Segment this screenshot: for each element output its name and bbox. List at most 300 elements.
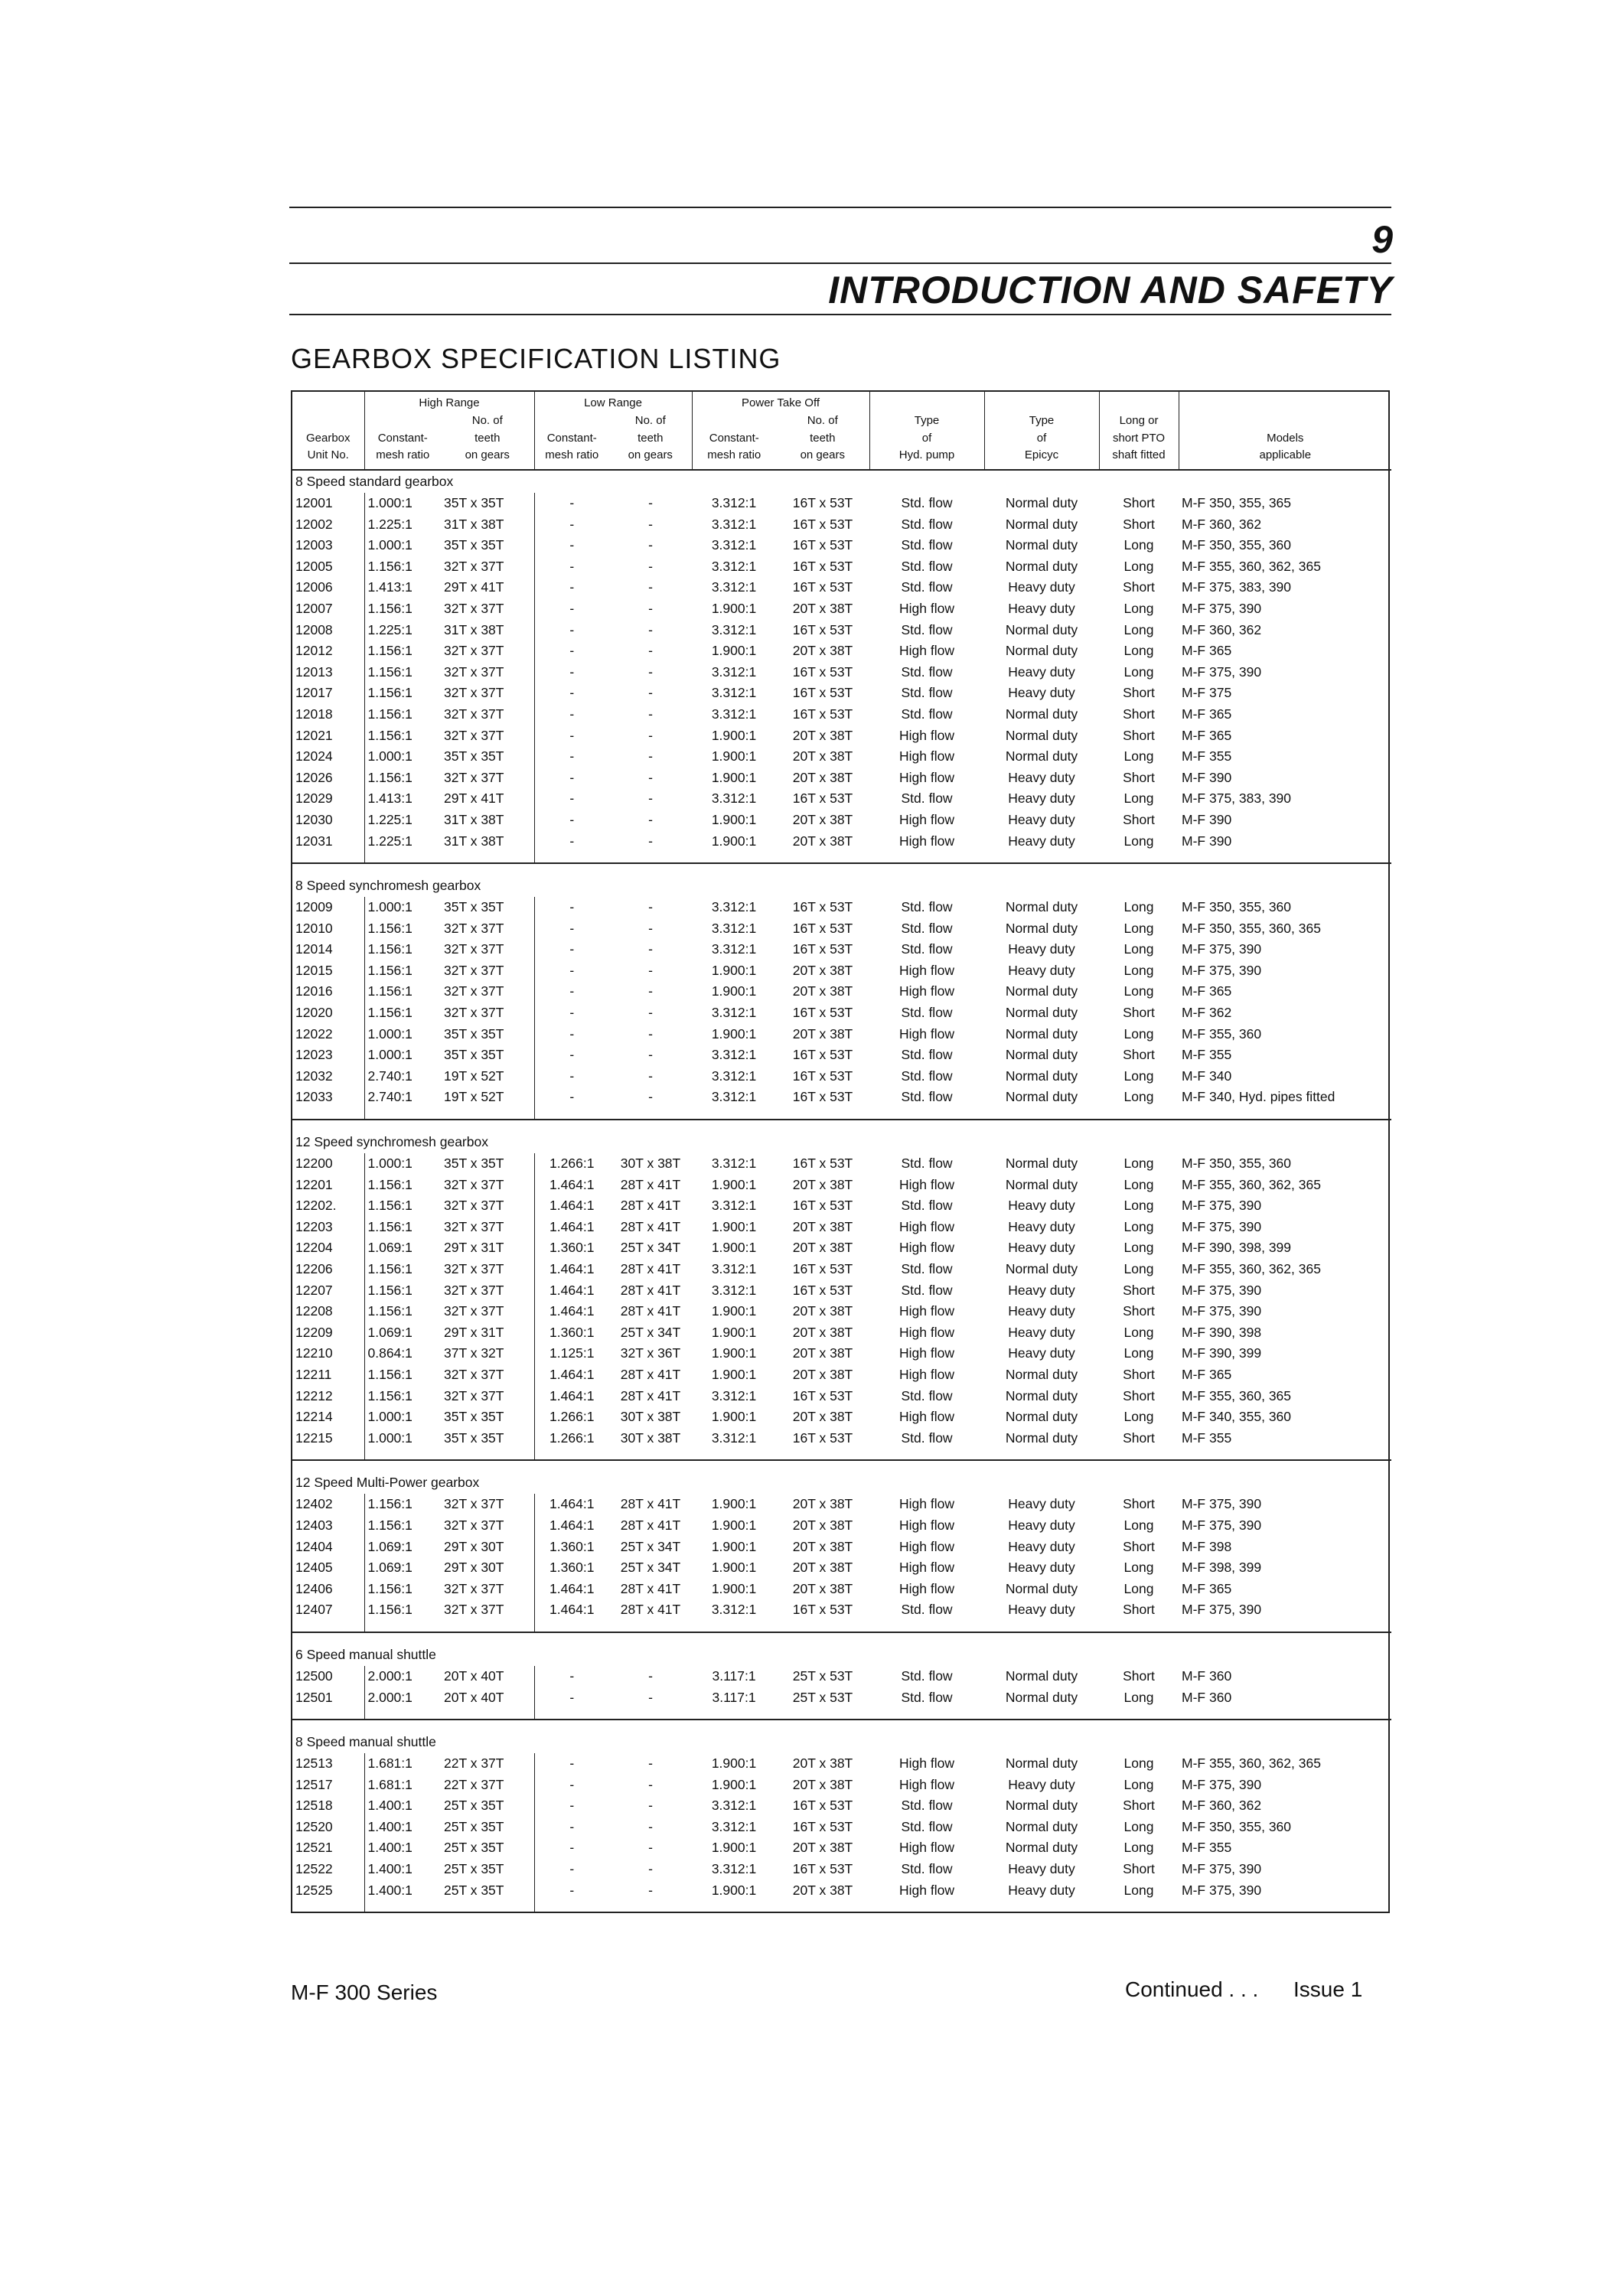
- cell-unit-no: 12013: [292, 662, 364, 683]
- footer-series: M-F 300 Series: [291, 1980, 438, 2004]
- footer-continued: Continued . . .: [1125, 1977, 1259, 2001]
- header-high-teeth-3: on gears: [441, 447, 534, 470]
- cell-epicyc: Heavy duty: [1008, 685, 1075, 701]
- cell-high-teeth: 31T x 38T: [441, 620, 534, 641]
- cell-models: M-F 355: [1179, 1428, 1391, 1461]
- cell-pto-teeth: 16T x 53T: [792, 537, 853, 553]
- cell-unit-no: 12202.: [292, 1195, 364, 1217]
- cell-pto-teeth: 16T x 53T: [792, 558, 853, 574]
- cell-low-teeth: -: [648, 1776, 653, 1792]
- cell-pto-teeth: 16T x 53T: [792, 1156, 853, 1172]
- header-pto-length-2: short PTO: [1099, 430, 1179, 448]
- cell-pto-teeth: 16T x 53T: [792, 941, 853, 957]
- cell-high-teeth: 35T x 35T: [441, 897, 534, 918]
- cell-models: M-F 350, 355, 360: [1182, 537, 1292, 553]
- table-row: [292, 1599, 1391, 1632]
- cell-low-teeth: -: [609, 1687, 692, 1720]
- cell-high-teeth: 31T x 38T: [441, 810, 534, 831]
- cell-pto-ratio: 1.900:1: [711, 600, 757, 616]
- table-row: [292, 620, 1391, 641]
- cell-models: M-F 375, 390: [1179, 1599, 1391, 1632]
- cell-low-ratio: -: [569, 1667, 575, 1684]
- cell-pto-ratio: 3.312:1: [711, 537, 757, 553]
- cell-hyd-pump: High flow: [899, 1218, 954, 1234]
- cell-unit-no: 12500: [292, 1666, 364, 1687]
- cell-pto-ratio: 3.312:1: [692, 1087, 776, 1120]
- cell-high-ratio: 1.400:1: [367, 1798, 413, 1814]
- cell-hyd-pump: Std. flow: [901, 1068, 953, 1084]
- cell-pto-ratio: 1.900:1: [711, 1240, 757, 1256]
- cell-epicyc: Normal duty: [1005, 920, 1078, 936]
- cell-low-ratio: 1.266:1: [549, 1409, 595, 1425]
- cell-models: M-F 360, 362: [1182, 621, 1262, 637]
- cell-low-ratio: -: [569, 791, 575, 807]
- table-row: [292, 1024, 1391, 1045]
- cell-high-ratio: 1.069:1: [367, 1560, 413, 1576]
- cell-pto-teeth: 25T x 53T: [792, 1667, 853, 1684]
- cell-unit-no: 12017: [292, 683, 364, 704]
- table-row: [292, 556, 1391, 578]
- cell-high-teeth: 32T x 37T: [441, 1175, 534, 1196]
- cell-pto-ratio: 3.312:1: [711, 1798, 757, 1814]
- cell-high-ratio: 2.740:1: [367, 1068, 413, 1084]
- cell-low-teeth: -: [609, 1087, 692, 1120]
- cell-models: M-F 375, 390: [1182, 941, 1262, 957]
- cell-high-ratio: 1.225:1: [367, 811, 413, 827]
- table-row: [292, 1428, 1391, 1461]
- cell-low-teeth: -: [648, 537, 653, 553]
- cell-pto-shaft: Short: [1123, 1366, 1155, 1382]
- cell-hyd-pump: High flow: [899, 983, 954, 999]
- cell-epicyc: Normal duty: [1005, 1025, 1078, 1042]
- table-row: [292, 831, 1391, 864]
- table-row: [292, 493, 1391, 514]
- header-epi-1: Type: [984, 412, 1099, 430]
- cell-high-ratio: 1.400:1: [367, 1840, 413, 1856]
- cell-unit-no: 12201: [292, 1175, 364, 1196]
- cell-low-ratio: 1.464:1: [549, 1218, 595, 1234]
- table-row: [292, 1153, 1391, 1175]
- table-row: [292, 662, 1391, 683]
- cell-high-teeth: 20T x 40T: [441, 1687, 534, 1720]
- cell-high-teeth: 32T x 37T: [441, 918, 534, 940]
- cell-models: M-F 375, 390: [1182, 1218, 1262, 1234]
- cell-pto-teeth: 16T x 53T: [792, 1005, 853, 1021]
- cell-low-ratio: 1.360:1: [549, 1560, 595, 1576]
- cell-high-ratio: 1.156:1: [367, 600, 413, 616]
- cell-unit-no: 12022: [292, 1024, 364, 1045]
- cell-pto-teeth: 16T x 53T: [792, 579, 853, 595]
- cell-epicyc: Heavy duty: [1008, 1345, 1075, 1361]
- cell-models: M-F 350, 355, 360, 365: [1182, 920, 1321, 936]
- cell-pto-shaft: Long: [1123, 1218, 1154, 1234]
- header-low-ratio-1: Constant-: [546, 431, 597, 445]
- table-row: [292, 1795, 1391, 1817]
- section-title-cell: 8 Speed manual shuttle: [295, 1734, 436, 1750]
- cell-epicyc: Heavy duty: [1008, 1517, 1075, 1533]
- cell-models: M-F 355, 360, 362, 365: [1182, 1176, 1321, 1192]
- cell-pto-teeth: 16T x 53T: [792, 1818, 853, 1834]
- cell-pto-ratio: 3.312:1: [711, 558, 757, 574]
- cell-high-teeth: 32T x 37T: [441, 1579, 534, 1600]
- cell-unit-no: 12029: [292, 788, 364, 810]
- cell-models: M-F 340, 355, 360: [1182, 1409, 1292, 1425]
- table-row: [292, 1666, 1391, 1687]
- cell-pto-shaft: Short: [1123, 579, 1155, 595]
- cell-low-teeth: -: [648, 1755, 653, 1772]
- table-row: [292, 1880, 1391, 1912]
- cell-low-teeth: -: [648, 621, 653, 637]
- cell-pto-teeth: 16T x 53T: [792, 1261, 853, 1276]
- cell-low-ratio: 1.125:1: [549, 1345, 595, 1361]
- cell-pto-teeth: 25T x 53T: [776, 1687, 869, 1720]
- cell-hyd-pump: High flow: [899, 1580, 954, 1596]
- cell-epicyc: Normal duty: [1005, 495, 1078, 510]
- cell-pto-ratio: 3.312:1: [711, 1005, 757, 1021]
- cell-low-teeth: -: [648, 1818, 653, 1834]
- cell-pto-shaft: Long: [1123, 1755, 1154, 1772]
- cell-high-teeth: 32T x 37T: [441, 1002, 534, 1024]
- cell-high-ratio: 1.156:1: [367, 1496, 413, 1512]
- cell-high-ratio: 1.156:1: [367, 663, 413, 680]
- table-row: [292, 1817, 1391, 1838]
- section-title-cell: 12 Speed Multi-Power gearbox: [295, 1475, 480, 1491]
- cell-unit-no: 12001: [292, 493, 364, 514]
- cell-pto-teeth: 16T x 53T: [792, 621, 853, 637]
- cell-low-ratio: -: [569, 706, 575, 722]
- cell-unit-no: 12031: [292, 831, 364, 864]
- section-title-cell: 8 Speed standard gearbox: [295, 474, 454, 489]
- cell-low-ratio: 1.464:1: [549, 1261, 595, 1276]
- cell-epicyc: Normal duty: [1005, 727, 1078, 743]
- cell-hyd-pump: High flow: [899, 1409, 954, 1425]
- cell-pto-teeth: 20T x 38T: [792, 1303, 853, 1319]
- cell-pto-ratio: 1.900:1: [711, 643, 757, 659]
- section-title: GEARBOX SPECIFICATION LISTING: [291, 343, 781, 374]
- cell-epicyc: Heavy duty: [1008, 1538, 1075, 1554]
- cell-low-ratio: -: [569, 941, 575, 957]
- cell-high-ratio: 1.156:1: [367, 558, 413, 574]
- cell-hyd-pump: Std. flow: [901, 1156, 953, 1172]
- cell-epicyc: Heavy duty: [1008, 1218, 1075, 1234]
- cell-high-ratio: 1.156:1: [367, 1261, 413, 1276]
- cell-high-ratio: 1.000:1: [367, 1156, 413, 1172]
- cell-pto-shaft: Long: [1123, 537, 1154, 553]
- cell-epicyc: Normal duty: [1005, 899, 1078, 915]
- cell-high-ratio: 1.000:1: [364, 1428, 441, 1461]
- cell-models: M-F 375, 390: [1182, 1776, 1262, 1792]
- cell-pto-shaft: Long: [1123, 1068, 1154, 1084]
- cell-low-ratio: -: [569, 1818, 575, 1834]
- cell-pto-shaft: Long: [1099, 1087, 1179, 1120]
- cell-high-teeth: 35T x 35T: [441, 1153, 534, 1175]
- cell-unit-no: 12407: [292, 1599, 364, 1632]
- cell-pto-ratio: 3.312:1: [711, 1068, 757, 1084]
- cell-hyd-pump: Std. flow: [869, 1687, 984, 1720]
- cell-models: M-F 375, 390: [1182, 1303, 1262, 1319]
- cell-low-ratio: -: [569, 558, 575, 574]
- cell-unit-no: 12003: [292, 535, 364, 556]
- cell-hyd-pump: Std. flow: [901, 1282, 953, 1298]
- cell-high-teeth: 29T x 31T: [441, 1322, 534, 1344]
- table-row: [292, 1837, 1391, 1859]
- cell-epicyc: Normal duty: [1005, 1068, 1078, 1084]
- cell-pto-shaft: Long: [1123, 663, 1154, 680]
- cell-pto-shaft: Long: [1123, 1176, 1154, 1192]
- cell-models: M-F 375: [1182, 685, 1232, 701]
- cell-hyd-pump: Std. flow: [901, 1818, 953, 1834]
- cell-unit-no: 12208: [292, 1301, 364, 1322]
- cell-hyd-pump: High flow: [899, 1517, 954, 1533]
- cell-models: M-F 360, 362: [1182, 516, 1262, 532]
- cell-epicyc: Heavy duty: [1008, 1560, 1075, 1576]
- cell-pto-ratio: 3.312:1: [711, 495, 757, 510]
- cell-models: M-F 375, 390: [1182, 600, 1262, 616]
- cell-pto-shaft: Short: [1099, 1599, 1179, 1632]
- cell-pto-teeth: 20T x 38T: [792, 1345, 853, 1361]
- cell-pto-shaft: Long: [1123, 920, 1154, 936]
- cell-high-ratio: 1.000:1: [367, 748, 413, 764]
- cell-high-ratio: 1.156:1: [364, 1599, 441, 1632]
- cell-pto-teeth: 16T x 53T: [792, 899, 853, 915]
- cell-epicyc: Heavy duty: [1008, 1303, 1075, 1319]
- cell-high-ratio: 1.681:1: [367, 1755, 413, 1772]
- table-row: [292, 1753, 1391, 1775]
- cell-pto-shaft: Short: [1123, 1496, 1155, 1512]
- cell-high-teeth: 29T x 41T: [441, 788, 534, 810]
- cell-high-teeth: 32T x 37T: [441, 641, 534, 662]
- cell-low-ratio: -: [569, 983, 575, 999]
- cell-pto-shaft: Long: [1123, 1324, 1154, 1340]
- cell-high-ratio: 1.156:1: [367, 962, 413, 978]
- cell-high-ratio: 1.400:1: [367, 1861, 413, 1877]
- cell-low-ratio: 1.464:1: [549, 1496, 595, 1512]
- section-title-filler: [534, 1460, 1391, 1494]
- cell-high-teeth: 32T x 37T: [441, 1364, 534, 1386]
- section-header-row: [292, 863, 1391, 897]
- cell-high-ratio: 1.000:1: [367, 1047, 413, 1063]
- cell-hyd-pump: Std. flow: [901, 537, 953, 553]
- cell-pto-teeth: 20T x 38T: [792, 1776, 853, 1792]
- cell-epicyc: Normal duty: [1005, 558, 1078, 574]
- cell-hyd-pump: High flow: [899, 1560, 954, 1576]
- cell-models: M-F 398, 399: [1182, 1560, 1262, 1576]
- cell-high-teeth: 31T x 38T: [441, 514, 534, 536]
- cell-high-ratio: 1.156:1: [367, 1198, 413, 1214]
- section-header-row: [292, 1632, 1391, 1666]
- cell-high-ratio: 1.156:1: [367, 941, 413, 957]
- cell-low-ratio: -: [569, 962, 575, 978]
- cell-low-teeth: 28T x 41T: [620, 1282, 681, 1298]
- cell-high-teeth: 32T x 37T: [441, 1280, 534, 1302]
- cell-high-ratio: 1.225:1: [367, 621, 413, 637]
- table-row: [292, 641, 1391, 662]
- header-rule-bottom: [289, 314, 1391, 315]
- table-row: [292, 1407, 1391, 1428]
- cell-low-ratio: -: [569, 1861, 575, 1877]
- cell-hyd-pump: Std. flow: [901, 1198, 953, 1214]
- cell-pto-teeth: 20T x 38T: [792, 811, 853, 827]
- cell-low-ratio: 1.360:1: [549, 1240, 595, 1256]
- cell-epicyc: Heavy duty: [1008, 579, 1075, 595]
- cell-unit-no: 12521: [292, 1837, 364, 1859]
- cell-high-ratio: 1.400:1: [367, 1882, 413, 1898]
- cell-hyd-pump: Std. flow: [901, 920, 953, 936]
- cell-pto-ratio: 1.900:1: [711, 1366, 757, 1382]
- cell-low-teeth: -: [648, 663, 653, 680]
- cell-high-teeth: 29T x 30T: [441, 1557, 534, 1579]
- cell-low-teeth: 30T x 38T: [620, 1156, 681, 1172]
- cell-epicyc: Normal duty: [1005, 1176, 1078, 1192]
- cell-low-teeth: -: [648, 706, 653, 722]
- cell-pto-teeth: 16T x 53T: [792, 1068, 853, 1084]
- cell-high-ratio: 1.225:1: [364, 831, 441, 864]
- cell-low-ratio: 1.464:1: [549, 1366, 595, 1382]
- table-row: [292, 1301, 1391, 1322]
- cell-pto-teeth: 20T x 38T: [792, 600, 853, 616]
- cell-models: M-F 340: [1182, 1068, 1232, 1084]
- cell-high-ratio: 1.000:1: [367, 1025, 413, 1042]
- cell-low-ratio: 1.464:1: [549, 1282, 595, 1298]
- cell-pto-teeth: 16T x 53T: [792, 685, 853, 701]
- cell-pto-ratio: 1.900:1: [711, 983, 757, 999]
- cell-epicyc: Heavy duty: [1008, 769, 1075, 785]
- cell-epicyc: Normal duty: [1005, 983, 1078, 999]
- cell-pto-ratio: 3.312:1: [711, 899, 757, 915]
- cell-high-ratio: 1.156:1: [367, 1387, 413, 1403]
- header-high-ratio-1: Constant-: [377, 431, 428, 445]
- cell-high-teeth: 32T x 37T: [441, 768, 534, 789]
- cell-high-ratio: 1.400:1: [367, 1818, 413, 1834]
- cell-models: M-F 390: [1179, 831, 1391, 864]
- cell-low-ratio: -: [569, 1047, 575, 1063]
- cell-epicyc: Normal duty: [1005, 516, 1078, 532]
- cell-pto-teeth: 20T x 38T: [792, 1324, 853, 1340]
- table-row: [292, 1537, 1391, 1558]
- cell-epicyc: Normal duty: [1005, 537, 1078, 553]
- header-low-teeth-1: No. of: [609, 412, 692, 430]
- cell-models: M-F 355: [1182, 1840, 1232, 1856]
- cell-unit-no: 12210: [292, 1343, 364, 1364]
- cell-high-teeth: 32T x 37T: [441, 1515, 534, 1537]
- cell-models: M-F 350, 355, 360: [1182, 899, 1292, 915]
- cell-hyd-pump: Std. flow: [901, 558, 953, 574]
- cell-pto-ratio: 3.312:1: [711, 1047, 757, 1063]
- cell-pto-ratio: 1.900:1: [711, 1303, 757, 1319]
- cell-unit-no: 12007: [292, 598, 364, 620]
- cell-low-teeth: 30T x 38T: [609, 1428, 692, 1461]
- cell-pto-shaft: Long: [1123, 1517, 1154, 1533]
- cell-models: M-F 375, 390: [1182, 962, 1262, 978]
- cell-low-ratio: -: [569, 663, 575, 680]
- cell-pto-ratio: 1.900:1: [711, 1025, 757, 1042]
- group-high-range: High Range: [364, 392, 534, 412]
- cell-low-teeth: -: [648, 1861, 653, 1877]
- header-high-teeth-1: No. of: [441, 412, 534, 430]
- cell-low-teeth: -: [648, 1005, 653, 1021]
- cell-unit-no: 12026: [292, 768, 364, 789]
- cell-high-teeth: 32T x 37T: [441, 981, 534, 1002]
- cell-pto-shaft: Long: [1123, 1156, 1154, 1172]
- header-epi-3: Epicyc: [984, 447, 1099, 470]
- cell-pto-ratio: 3.312:1: [711, 1198, 757, 1214]
- cell-pto-ratio: 3.312:1: [711, 1861, 757, 1877]
- cell-pto-ratio: 1.900:1: [711, 1882, 757, 1898]
- cell-low-ratio: 1.464:1: [549, 1580, 595, 1596]
- cell-high-ratio: 2.000:1: [364, 1687, 441, 1720]
- cell-unit-no: 12207: [292, 1280, 364, 1302]
- cell-pto-ratio: 1.900:1: [711, 769, 757, 785]
- cell-low-teeth: -: [648, 1047, 653, 1063]
- cell-hyd-pump: High flow: [899, 1303, 954, 1319]
- section-title-filler: [534, 1632, 1391, 1666]
- cell-high-ratio: 1.156:1: [367, 1005, 413, 1021]
- cell-unit-no: 12501: [292, 1687, 364, 1720]
- cell-unit-no: 12215: [292, 1428, 364, 1461]
- cell-hyd-pump: High flow: [899, 1025, 954, 1042]
- cell-high-teeth: 35T x 35T: [441, 493, 534, 514]
- cell-high-teeth: 25T x 35T: [441, 1880, 534, 1912]
- cell-hyd-pump: Std. flow: [901, 516, 953, 532]
- cell-low-ratio: -: [569, 1776, 575, 1792]
- cell-epicyc: Normal duty: [1005, 1005, 1078, 1021]
- cell-high-teeth: 32T x 37T: [441, 598, 534, 620]
- cell-high-teeth: 32T x 37T: [441, 1301, 534, 1322]
- cell-low-teeth: -: [648, 983, 653, 999]
- table-row: [292, 725, 1391, 747]
- cell-low-teeth: -: [648, 1882, 653, 1898]
- cell-pto-shaft: Short: [1123, 495, 1155, 510]
- cell-low-teeth: -: [648, 791, 653, 807]
- cell-pto-shaft: Long: [1123, 791, 1154, 807]
- cell-unit-no: 12018: [292, 704, 364, 725]
- cell-hyd-pump: High flow: [899, 811, 954, 827]
- cell-models: M-F 355, 360, 362, 365: [1182, 1755, 1321, 1772]
- cell-low-teeth: 25T x 34T: [620, 1324, 681, 1340]
- cell-epicyc: Heavy duty: [1008, 1324, 1075, 1340]
- cell-pto-teeth: 16T x 53T: [792, 1198, 853, 1214]
- cell-high-ratio: 1.156:1: [367, 685, 413, 701]
- table-row: [292, 1386, 1391, 1407]
- cell-low-teeth: 25T x 34T: [620, 1538, 681, 1554]
- header-high-ratio-2: mesh ratio: [364, 447, 441, 470]
- cell-high-teeth: 22T x 37T: [441, 1775, 534, 1796]
- cell-epicyc: Normal duty: [1005, 1667, 1078, 1684]
- cell-epicyc: Normal duty: [1005, 643, 1078, 659]
- cell-high-ratio: 1.413:1: [367, 791, 413, 807]
- cell-unit-no: 12522: [292, 1859, 364, 1880]
- cell-models: M-F 398: [1182, 1538, 1232, 1554]
- cell-low-teeth: 25T x 34T: [620, 1240, 681, 1256]
- header-pto-ratio-1: Constant-: [709, 431, 759, 445]
- cell-pto-ratio: 3.312:1: [711, 791, 757, 807]
- cell-pto-ratio: 1.900:1: [711, 1560, 757, 1576]
- cell-unit-no: 12206: [292, 1259, 364, 1280]
- header-epi-2: of: [984, 430, 1099, 448]
- cell-high-ratio: 1.156:1: [367, 1580, 413, 1596]
- cell-unit-no: 12008: [292, 620, 364, 641]
- cell-low-teeth: 28T x 41T: [609, 1599, 692, 1632]
- cell-low-teeth: 28T x 41T: [620, 1303, 681, 1319]
- table-row: [292, 1175, 1391, 1196]
- cell-pto-ratio: 1.900:1: [711, 962, 757, 978]
- cell-pto-ratio: 3.312:1: [711, 706, 757, 722]
- cell-models: M-F 365: [1182, 706, 1232, 722]
- cell-pto-shaft: Long: [1123, 983, 1154, 999]
- cell-models: M-F 375, 390: [1182, 1882, 1262, 1898]
- chapter-title: INTRODUCTION AND SAFETY: [828, 269, 1393, 311]
- cell-high-teeth: 32T x 37T: [441, 683, 534, 704]
